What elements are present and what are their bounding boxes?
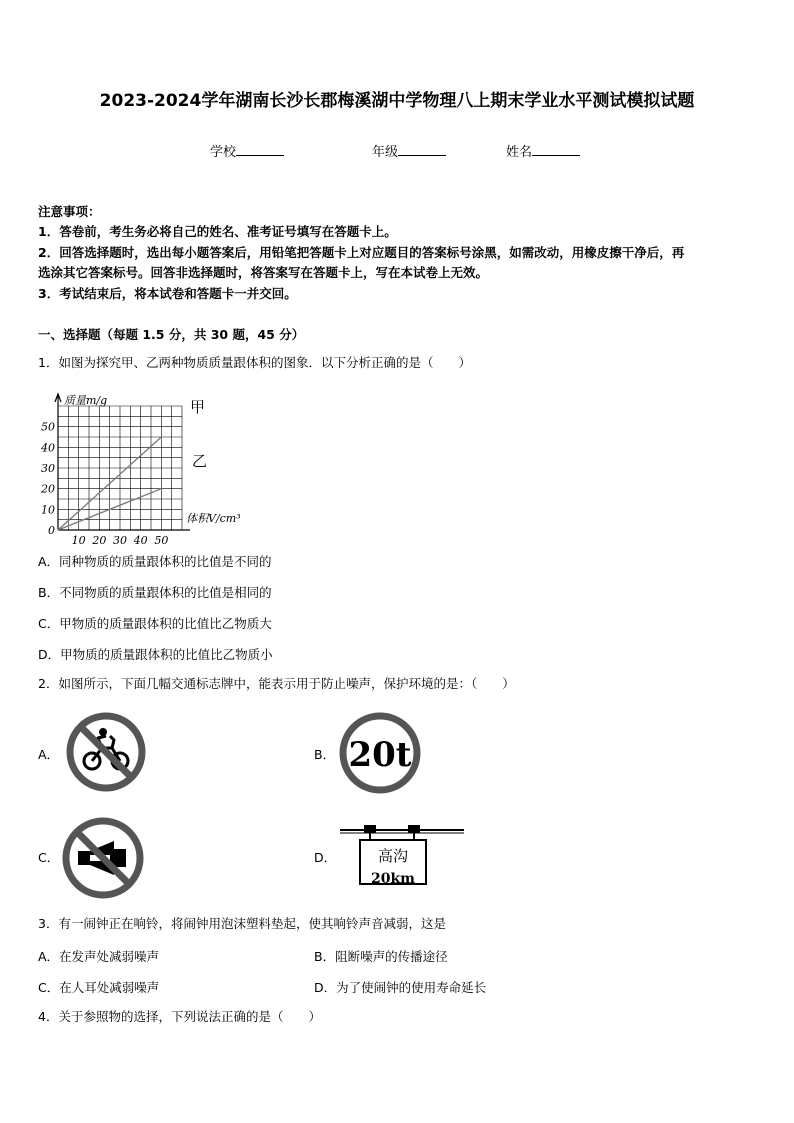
q2-label-b[interactable]: B． — [314, 747, 336, 762]
q1-option-c[interactable]: C．甲物质的质量跟体积的比值比乙物质大 — [38, 616, 272, 631]
distance-sign-icon — [340, 822, 466, 886]
q3-option-d[interactable]: D．为了使闹钟的使用寿命延长 — [314, 980, 487, 995]
q2-stem: 2．如图所示，下面几幅交通标志牌中，能表示用于防止噪声，保护环境的是：（ ） — [38, 676, 515, 691]
grade-label: 年级 — [372, 145, 399, 160]
weight-limit-sign-icon — [337, 710, 423, 796]
note-item-2-cont: 选涂其它答案标号。回答非选择题时，将答案写在答题卡上，写在本试卷上无效。 — [38, 265, 489, 280]
y-tick-label: 50 — [41, 420, 55, 434]
school-label: 学校 — [210, 145, 237, 160]
q2-label-c[interactable]: C． — [38, 850, 60, 865]
y-tick-label: 0 — [48, 524, 55, 537]
q1-option-a[interactable]: A．同种物质的质量跟体积的比值是不同的 — [38, 554, 272, 569]
name-label: 姓名 — [506, 145, 533, 160]
y-tick-label: 20 — [41, 482, 55, 496]
chart-grid — [58, 406, 182, 530]
sign-d-place: 高沟 — [377, 847, 409, 865]
q4-stem: 4．关于参照物的选择，下列说法正确的是（ ） — [38, 1009, 321, 1024]
section-heading: 一、选择题（每题 1.5 分，共 30 题，45 分） — [38, 327, 305, 342]
weight-limit-text: 20t — [348, 735, 412, 775]
series-name-label: 甲 — [190, 398, 206, 416]
x-tick-label: 40 — [133, 534, 148, 547]
q1-option-d[interactable]: D．甲物质的质量跟体积的比值比乙物质小 — [38, 647, 273, 662]
mass-volume-chart — [34, 378, 264, 548]
name-blank — [532, 143, 580, 156]
x-tick-label: 20 — [92, 534, 107, 547]
x-tick-label: 10 — [71, 534, 86, 547]
chart-labels — [40, 394, 241, 547]
y-tick-label: 10 — [41, 503, 55, 517]
note-item-1: 1．答卷前，考生务必将自己的姓名、准考证号填写在答题卡上。 — [38, 224, 397, 239]
x-tick-label: 30 — [113, 534, 127, 547]
notes-heading: 注意事项： — [38, 204, 101, 219]
x-tick-label: 50 — [154, 534, 169, 547]
school-field — [210, 141, 284, 160]
x-axis-label: 体积V/cm³ — [186, 512, 241, 525]
sign-d-distance: 20km — [371, 871, 415, 886]
no-motorcycle-sign-icon — [64, 710, 148, 794]
y-tick-label: 30 — [41, 462, 55, 475]
q3-option-a[interactable]: A．在发声处减弱噪声 — [38, 949, 160, 964]
y-tick-label: 40 — [41, 441, 55, 455]
no-horn-sign-icon — [60, 815, 146, 901]
grade-blank — [398, 143, 446, 156]
y-axis-label: 质量m/g — [64, 394, 108, 407]
series-name-label: 乙 — [192, 452, 208, 470]
q3-option-c[interactable]: C．在人耳处减弱噪声 — [38, 980, 160, 995]
q2-label-a[interactable]: A． — [38, 747, 60, 762]
q1-option-b[interactable]: B．不同物质的质量跟体积的比值是相同的 — [38, 585, 272, 600]
q3-stem: 3．有一闹钟正在响铃，将闹钟用泡沫塑料垫起，使其响铃声音减弱，这是 — [38, 916, 446, 931]
note-item-3: 3．考试结束后，将本试卷和答题卡一并交回。 — [38, 286, 297, 301]
note-item-2: 2．回答选择题时，选出每小题答案后，用铅笔把答题卡上对应题目的答案标号涂黑，如需改动，用橡皮擦干净后，再 — [38, 245, 685, 260]
grade-field — [372, 141, 446, 160]
name-field — [506, 141, 580, 160]
page-title: 2023-2024学年湖南长沙长郡梅溪湖中学物理八上期末学业水平测试模拟试题 — [99, 91, 695, 111]
q1-stem: 1．如图为探究甲、乙两种物质质量跟体积的图象．以下分析正确的是（ ） — [38, 355, 471, 370]
school-blank — [236, 143, 284, 156]
q2-label-d[interactable]: D． — [314, 850, 337, 865]
q3-option-b[interactable]: B．阻断噪声的传播途径 — [314, 949, 448, 964]
